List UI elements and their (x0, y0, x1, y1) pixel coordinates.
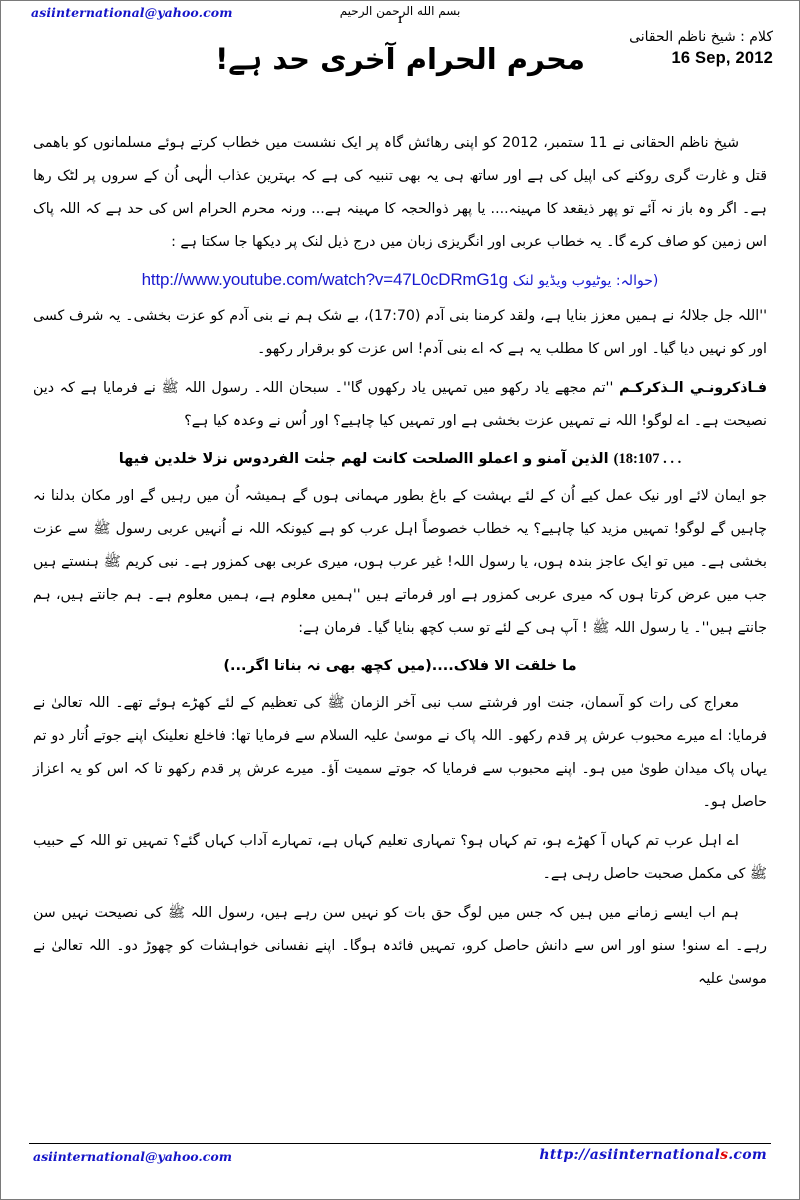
reference-label: (حوالہ: یوٹیوب ویڈیو لنک (512, 273, 659, 289)
quran-verse-18107 (33, 444, 767, 474)
footer-url-prefix: http://asiinternational (539, 1147, 721, 1163)
paragraph-paradise: جو ایمان لائے اور نیک عمل کیے اُن کے لئے بہشت کے باغ بطور مہمانی ہوں گے ہمیشہ اُن میں رہیں گے اور مکان بدلنا نہ چاہیں گے لوگو! تمہیں مزید کیا چاہیے؟ یہ خطاب خصوصاً اہل عرب کو ہے کیونکہ اللہ نے اُنہیں عربی رسول ﷺ سے عزت بخشی ہے۔ میں تو ایک عاجز بندہ ہوں، یا رسول اللہ! غیر عرب ہوں، میری عربی بھی کمزور ہے۔ نبی کریم ﷺ ہنستے ہیں جب میں عرض کرتا ہوں کہ میری عربی کمزور ہے اور فرماتے ہیں ''ہمیں معلوم ہے، ہمیں معلوم ہے۔ ہم جانتے ہیں، ہم جانتے ہیں''۔ یا رسول اللہ ﷺ ! آپ ہی کے لئے تو سب کچھ بنایا گیا۔ فرمان ہے: (33, 488, 767, 636)
paragraph-quran-1770: ''اللہ جل جلالہُ نے ہمیں معزز بنایا ہے، ولقد کرمنا بنی آدم (17:70)، بے شک ہم نے بنی آدم کو عزت بخشی۔ یہ شرف کسی اور کو نہیں دیا گیا۔ اور اس کا مطلب یہ ہے کہ اے بنی آدم! اس عزت کو برقرار رکھو۔ (33, 308, 768, 357)
paragraph-miraj: معراج کی رات کو آسمان، جنت اور فرشتے سب نبی آخر الزمان ﷺ کی تعظیم کے لئے کھڑے ہوئے تھے۔ اللہ تعالیٰ نے فرمایا: اے میرے محبوب عرش پر قدم رکھو۔ اللہ پاک نے موسیٰ علیہ السلام سے فرمایا تھا: فاخلع نعلینک اپنے جوتے اُتار دو تم یہاں پاک میدان طویٰ میں ہو۔ اپنے محبوب سے فرمایا کہ جوتے سمیت آؤ۔ میرے عرش پر قدم رکھو تا کہ اس کو یہ اعزاز حاصل ہو۔ (33, 695, 767, 810)
footer-url-suffix: .com (728, 1147, 767, 1163)
bismillah-footnote-number: 1 (397, 15, 403, 27)
paragraph-ahl-e-arab: اے اہل عرب تم کہاں آ کھڑے ہو، تم کہاں ہو؟ تمہاری تعلیم کہاں ہے، تمہارے آداب کہاں گئے؟ تمہیں تو اللہ کے حبیب ﷺ کی مکمل صحبت حاصل رہی ہے۔ (33, 833, 767, 882)
header-email[interactable]: asiinternational@yahoo.com (31, 5, 233, 20)
publication-date: 16 Sep, 2012 (671, 48, 773, 67)
author-label: كلام : شيخ ناظم الحقانى (629, 29, 773, 45)
verse-arabic-text: الذين آمنو و اعملو االصلحت كانت لهم جنٰت الفردوس نزلا خلدين فيها (118, 451, 609, 467)
document-header (1, 1, 799, 121)
footer-email[interactable]: asiinternational@yahoo.com (33, 1149, 232, 1164)
video-reference-line[interactable] (33, 265, 767, 296)
paragraph-closing: ہم اب ایسے زمانے میں ہیں کہ جس میں لوگ حق بات کو نہیں سن رہے ہیں، رسول اللہ ﷺ کی نصیحت نہیں سن رہے۔ اے سنو! سنو اور اس سے دانش حاصل کرو، تمہیں فائدہ ہوگا۔ اپنے نفسانی خواہشات کو چھوڑ دو۔ اللہ تعالیٰ نے موسیٰ علیہ (33, 905, 767, 987)
bismillah-line (1, 5, 799, 26)
verse-reference: (18:107 . . . (613, 451, 682, 467)
footer-website-url[interactable] (539, 1147, 767, 1163)
document-body (1, 127, 799, 1141)
footer-url-highlight: s (720, 1147, 729, 1163)
paragraph-hadith-dhikr-text: ''تم مجھے یاد رکھو میں تمہیں یاد رکھوں گا''۔ سبحان اللہ۔ رسول اللہ ﷺ نے فرمایا ہے کہ دین نصیحت ہے۔ اے لوگو! اللہ نے تمہیں عزت بخشی ہے اور تمہیں کیا چاہیے؟ اور اُس نے وعدہ کیا ہے؟ (33, 380, 767, 429)
hadith-qudsi-line: ما خلقت الا فلاک....(میں کچھ بھی نہ بناتا اگر...) (223, 658, 577, 674)
page-title: محرم الحرام آخری حد ہے! (215, 42, 585, 76)
arabic-phrase-fadhkuruni: فـاذكرونـي الـذكركـم (619, 380, 767, 396)
bismillah-text: بسم الله الرحمن الرحيم (339, 4, 461, 18)
paragraph-hadith-dhikr (33, 372, 767, 438)
paragraph-intro: شیخ ناظم الحقانی نے 11 ستمبر، 2012 کو اپنی رھائش گاہ پر ایک نشست میں خطاب کرتے ہوئے مسلمانوں کو باھمی قتل و غارت گری روکنے کی اپیل کی ہے اور ساتھ ہی یہ بھی تنبیہ کی ہے کہ بہترین عذاب الٰہی اُن کے سروں پر لٹک رھا ہے۔ اگر وہ باز نہ آئے تو پھر ذیقعد کا مہینہ.... یا پھر ذوالحجہ کا مہینہ ہے... ورنہ محرم الحرام اس کی حد ہے کہ اللہ پاک اس زمین کو صاف کرے گا۔ یہ خطاب عربی اور انگریزی زبان میں درج ذیل لنک پر دیکھا جا سکتا ہے : (33, 135, 767, 250)
youtube-link[interactable]: http://www.youtube.com/watch?v=47L0cDRmG1g (141, 270, 508, 289)
document-footer (1, 1143, 799, 1177)
footer-divider (29, 1143, 771, 1144)
